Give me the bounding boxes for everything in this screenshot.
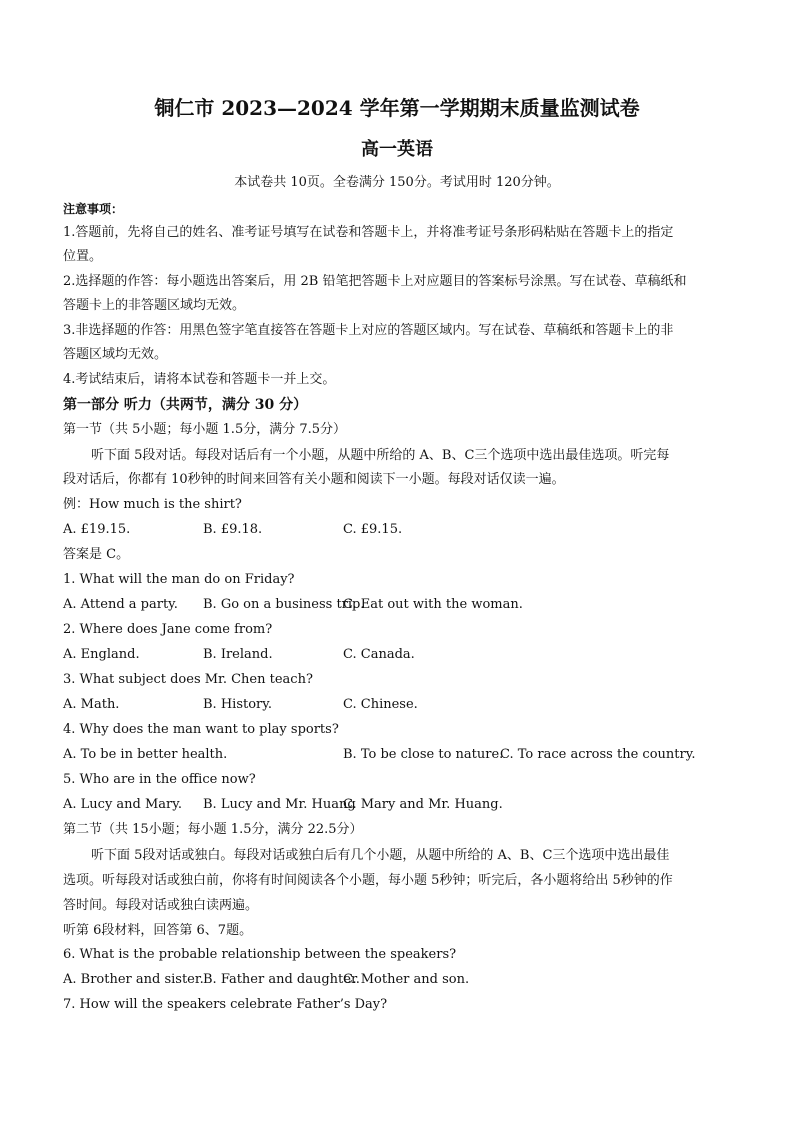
notice-item-2-cont: 答题卡上的非答题区域均无效。 [63, 298, 246, 313]
question-4-option-c: C. To race across the country. [500, 747, 696, 762]
question-6-option-b: B. Father and daughter. [203, 972, 360, 987]
question-2-option-c: C. Canada. [343, 647, 415, 662]
question-3: 3. What subject does Mr. Chen teach? [63, 672, 313, 687]
section2-heading: 第二节（共 15小题；每小题 1.5分，满分 22.5分） [63, 822, 363, 837]
notice-item-3-cont: 答题区域均无效。 [63, 347, 168, 362]
question-1-option-c: C. Eat out with the woman. [343, 597, 523, 612]
question-5: 5. Who are in the office now? [63, 772, 256, 787]
question-2-option-b: B. Ireland. [203, 647, 273, 662]
notice-item-2: 2.选择题的作答：每小题选出答案后，用 2B 铅笔把答题卡上对应题目的答案标号涂黑。写在试卷、草稿纸和 [63, 274, 687, 289]
notice-item-4: 4.考试结束后，请将本试卷和答题卡一并上交。 [63, 372, 336, 387]
question-1: 1. What will the man do on Friday? [63, 572, 295, 587]
section1-instructions-cont: 段对话后，你都有 10秒钟的时间来回答有关小题和阅读下一小题。每段对话仅读一遍。 [63, 472, 565, 487]
question-6-option-c: C. Mother and son. [343, 972, 470, 987]
question-4: 4. Why does the man want to play sports? [63, 722, 339, 737]
notice-item-1: 1.答题前，先将自己的姓名、准考证号填写在试卷和答题卡上，并将准考证号条形码粘贴在答题卡上的指定 [63, 225, 674, 240]
question-2-option-a: A. England. [63, 647, 140, 662]
question-4-option-a: A. To be in better health. [63, 747, 228, 762]
exam-subject: 高一英语 [361, 139, 433, 160]
question-4-option-b: B. To be close to nature. [343, 747, 504, 762]
question-3-option-a: A. Math. [63, 697, 120, 712]
question-3-option-b: B. History. [203, 697, 272, 712]
exam-title: 铜仁市 2023—2024 学年第一学期期末质量监测试卷 [154, 96, 640, 120]
section1-instructions: 听下面 5段对话。每段对话后有一个小题，从题中所给的 A、B、C三个选项中选出最佳选项。听完每 [91, 448, 670, 463]
notice-item-1-cont: 位置。 [63, 249, 103, 264]
section1-heading: 第一节（共 5小题；每小题 1.5分，满分 7.5分） [63, 422, 347, 437]
example-answer: 答案是 C。 [63, 547, 130, 562]
section2-instructions-cont-1: 选项。听每段对话或独白前，你将有时间阅读各个小题，每小题 5秒钟；听完后，各小题将给出 5秒钟的作 [63, 873, 673, 888]
question-1-option-a: A. Attend a party. [63, 597, 178, 612]
example-option-c: C. £9.15. [343, 522, 403, 537]
question-7: 7. How will the speakers celebrate Father’s Day? [63, 997, 388, 1012]
question-5-option-a: A. Lucy and Mary. [63, 797, 183, 812]
material-6-label: 听第 6段材料，回答第 6、7题。 [63, 923, 253, 938]
question-2: 2. Where does Jane come from? [63, 622, 273, 637]
question-6: 6. What is the probable relationship between the speakers? [63, 947, 457, 962]
part1-heading: 第一部分 听力（共两节，满分 30 分） [63, 397, 308, 413]
notice-item-3: 3.非选择题的作答：用黑色签字笔直接答在答题卡上对应的答题区域内。写在试卷、草稿纸和答题卡上的非 [63, 323, 674, 338]
question-6-option-a: A. Brother and sister. [63, 972, 204, 987]
section2-instructions: 听下面 5段对话或独白。每段对话或独白后有几个小题，从题中所给的 A、B、C三个选项中选出最佳 [91, 848, 670, 863]
question-1-option-b: B. Go on a business trip. [203, 597, 365, 612]
exam-info: 本试卷共 10页。全卷满分 150分。考试用时 120分钟。 [234, 175, 560, 190]
notice-heading: 注意事项： [63, 202, 124, 216]
example-question: 例：How much is the shirt? [63, 497, 242, 512]
section2-instructions-cont-2: 答时间。每段对话或独白读两遍。 [63, 898, 259, 913]
question-5-option-c: C. Mary and Mr. Huang. [343, 797, 503, 812]
example-option-b: B. £9.18. [203, 522, 263, 537]
question-3-option-c: C. Chinese. [343, 697, 418, 712]
example-option-a: A. £19.15. [63, 522, 131, 537]
question-5-option-b: B. Lucy and Mr. Huang [203, 797, 356, 812]
